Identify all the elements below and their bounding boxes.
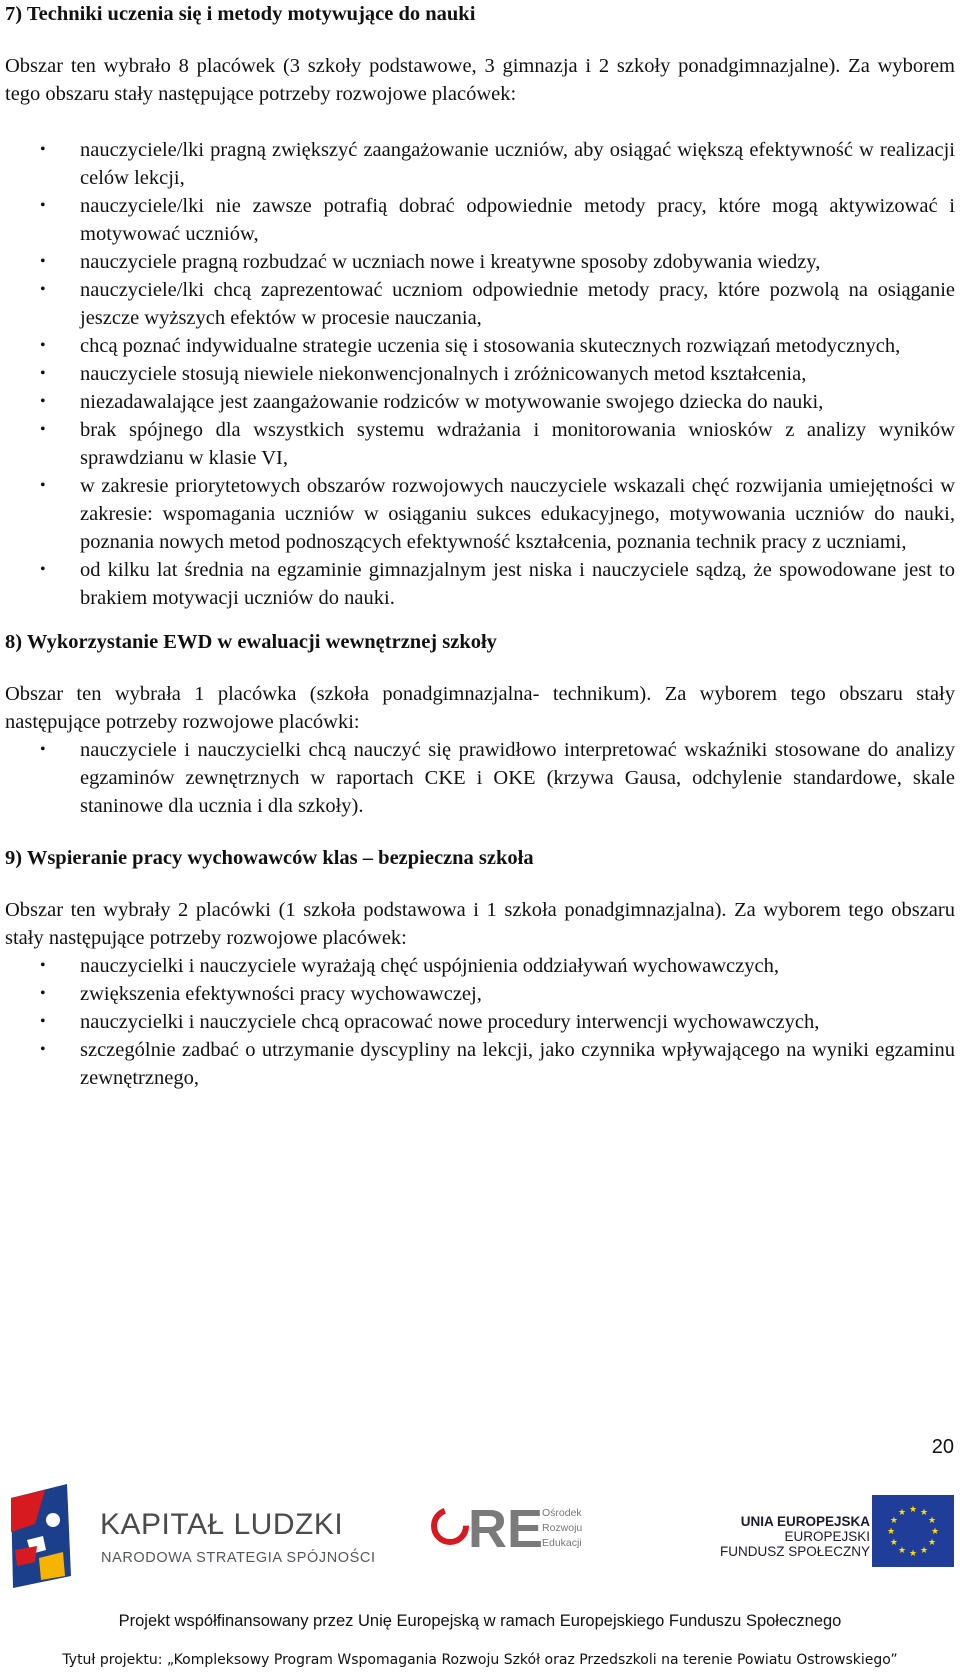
bullet-icon: • bbox=[40, 421, 46, 438]
page-number: 20 bbox=[931, 1436, 954, 1458]
list-item bbox=[5, 472, 955, 556]
bullet-icon: • bbox=[40, 985, 46, 1002]
kapital-ludzki-flag-logo bbox=[5, 1480, 75, 1590]
eu-star-icon: ★ bbox=[886, 1526, 896, 1536]
kapital-ludzki-subtitle: NARODOWA STRATEGIA SPÓJNOŚCI bbox=[101, 1550, 376, 1566]
eu-star-icon: ★ bbox=[889, 1515, 898, 1525]
list-item bbox=[5, 556, 955, 612]
section-7-intro: Obszar ten wybrało 8 placówek (3 szkoły podstawowe, 3 gimnazja i 2 szkoły ponadgimnazjalne). Za wyborem tego obszaru stały następujące potrzeby rozwojowe placówek: bbox=[5, 55, 955, 105]
list-item-text: nauczycielki i nauczyciele wyrażają chęć uspójnienia oddziaływań wychowawczych, bbox=[80, 955, 779, 977]
bullet-icon: • bbox=[40, 197, 46, 214]
section-9-heading: 9) Wspieranie pracy wychowawców klas – bezpieczna szkoła bbox=[5, 847, 534, 869]
section-8-intro: Obszar ten wybrała 1 placówka (szkoła ponadgimnazjalna- technikum). Za wyborem tego obszaru stały następujące potrzeby rozwojowe placówki: bbox=[5, 683, 955, 733]
list-item-text: od kilku lat średnia na egzaminie gimnazjalnym jest niska i nauczyciele sądzą, że spowodowane jest to brakiem motywacji uczniów do nauki. bbox=[80, 559, 955, 609]
eu-line-1: UNIA EUROPEJSKA bbox=[740, 1514, 870, 1529]
eu-line-3: FUNDUSZ SPOŁECZNY bbox=[719, 1544, 870, 1559]
footer-title-line: Tytuł projektu: „Kompleksowy Program Wspomagania Rozwoju Szkół oraz Przedszkoli na terenie Powiatu Ostrowskiego” bbox=[62, 1652, 898, 1668]
list-item-text: nauczyciele i nauczycielki chcą nauczyć się prawidłowo interpretować wskaźniki stosowane do analizy egzaminów zewnętrznych w raportach CKE i OKE (krzywa Gausa, odchylenie standardowe, skale staninowe dla ucznia i dla szkoły). bbox=[80, 739, 955, 817]
list-item-text: brak spójnego dla wszystkich systemu wdrażania i monitorowania wniosków z analizy wyników sprawdzianu w klasie VI, bbox=[80, 419, 955, 469]
list-item-text: niezadawalające jest zaangażowanie rodziców w motywowanie swojego dziecka do nauki, bbox=[80, 391, 824, 413]
section-9-list bbox=[5, 952, 955, 1092]
list-item bbox=[5, 388, 955, 416]
list-item bbox=[5, 736, 955, 820]
section-8-heading: 8) Wykorzystanie EWD w ewaluacji wewnętrznej szkoły bbox=[5, 631, 497, 653]
eu-flag-icon bbox=[872, 1495, 954, 1567]
bullet-icon: • bbox=[40, 141, 46, 158]
bullet-icon: • bbox=[40, 561, 46, 578]
eu-star-icon: ★ bbox=[908, 1548, 918, 1558]
bullet-icon: • bbox=[40, 741, 46, 758]
bullet-icon: • bbox=[40, 957, 46, 974]
eu-star-icon: ★ bbox=[928, 1537, 937, 1547]
eu-line-2: EUROPEJSKI bbox=[784, 1529, 870, 1544]
list-item-text: nauczyciele stosują niewiele niekonwencjonalnych i zróżnicowanych metod kształcenia, bbox=[80, 363, 807, 385]
list-item bbox=[5, 192, 955, 248]
logo-strip bbox=[0, 1470, 960, 1600]
section-7-heading: 7) Techniki uczenia się i metody motywujące do nauki bbox=[5, 3, 476, 25]
eu-star-icon: ★ bbox=[930, 1526, 940, 1536]
ore-description bbox=[542, 1506, 582, 1551]
list-item-text: nauczycielki i nauczyciele chcą opracować nowe procedury interwencji wychowawczych, bbox=[80, 1011, 820, 1033]
bullet-icon: • bbox=[40, 281, 46, 298]
list-item-text: w zakresie priorytetowych obszarów rozwojowych nauczyciele wskazali chęć rozwijania umiejętności w zakresie: wspomagania uczniów w osiąganiu sukces edukacyjnego, motywowania uczniów do nauki, poznania nowych metod podnoszących efektywność kształcenia, poznania technik pracy z uczniami, bbox=[80, 475, 955, 553]
list-item-text: zwiększenia efektywności pracy wychowawczej, bbox=[80, 983, 482, 1005]
list-item-text: nauczyciele/lki nie zawsze potrafią dobrać odpowiednie metody pracy, które mogą aktywizować i motywować uczniów, bbox=[80, 195, 955, 245]
section-7-list bbox=[5, 136, 955, 612]
bullet-icon: • bbox=[40, 393, 46, 410]
list-item bbox=[5, 1008, 955, 1036]
section-8-list bbox=[5, 736, 955, 820]
eu-star-icon: ★ bbox=[897, 1506, 907, 1517]
list-item-text: nauczyciele pragną rozbudzać w uczniach nowe i kreatywne sposoby zdobywania wiedzy, bbox=[80, 251, 821, 273]
list-item bbox=[5, 980, 955, 1008]
list-item-text: nauczyciele/lki chcą zaprezentować uczniom odpowiednie metody pracy, które pozwolą na osiąganie jeszcze wyższych efektów w procesie nauczania, bbox=[80, 279, 955, 329]
bullet-icon: • bbox=[40, 1013, 46, 1030]
bullet-icon: • bbox=[40, 337, 46, 354]
eu-star-icon: ★ bbox=[919, 1545, 929, 1556]
eu-star-icon: ★ bbox=[897, 1545, 907, 1556]
list-item bbox=[5, 416, 955, 472]
ore-line-2: Rozwoju bbox=[542, 1522, 583, 1534]
bullet-icon: • bbox=[40, 253, 46, 270]
eu-star-icon: ★ bbox=[908, 1504, 918, 1514]
bullet-icon: • bbox=[40, 477, 46, 494]
document-content bbox=[5, 0, 955, 1092]
list-item bbox=[5, 136, 955, 192]
list-item bbox=[5, 1036, 955, 1092]
list-item-text: szczególnie zadbać o utrzymanie dyscypliny na lekcji, jako czynnika wpływającego na wyniki egzaminu zewnętrznego, bbox=[80, 1039, 955, 1089]
list-item bbox=[5, 360, 955, 388]
ore-logo-letters: RE bbox=[468, 1499, 544, 1559]
list-item bbox=[5, 276, 955, 332]
eu-star-icon: ★ bbox=[889, 1537, 898, 1547]
section-9-intro: Obszar ten wybrały 2 placówki (1 szkoła podstawowa i 1 szkoła ponadgimnazjalna). Za wyborem tego obszaru stały następujące potrzeby rozwojowe placówek: bbox=[5, 899, 955, 949]
footer-project-line: Projekt współfinansowany przez Unię Europejską w ramach Europejskiego Funduszu Społecznego bbox=[118, 1612, 842, 1630]
list-item bbox=[5, 248, 955, 276]
ore-line-3: Edukacji bbox=[542, 1537, 582, 1549]
ore-line-1: Ośrodek bbox=[542, 1507, 582, 1519]
bullet-icon: • bbox=[40, 1041, 46, 1058]
list-item-text: nauczyciele/lki pragną zwiększyć zaangażowanie uczniów, aby osiągać większą efektywność w realizacji celów lekcji, bbox=[80, 139, 955, 189]
list-item bbox=[5, 952, 955, 980]
eu-star-icon: ★ bbox=[928, 1515, 937, 1525]
kapital-ludzki-title: KAPITAŁ LUDZKI bbox=[100, 1508, 344, 1541]
list-item-text: chcą poznać indywidualne strategie uczenia się i stosowania skutecznych rozwiązań metodycznych, bbox=[80, 335, 901, 357]
list-item bbox=[5, 332, 955, 360]
eu-text bbox=[690, 1514, 870, 1559]
bullet-icon: • bbox=[40, 365, 46, 382]
eu-star-icon: ★ bbox=[919, 1506, 929, 1517]
